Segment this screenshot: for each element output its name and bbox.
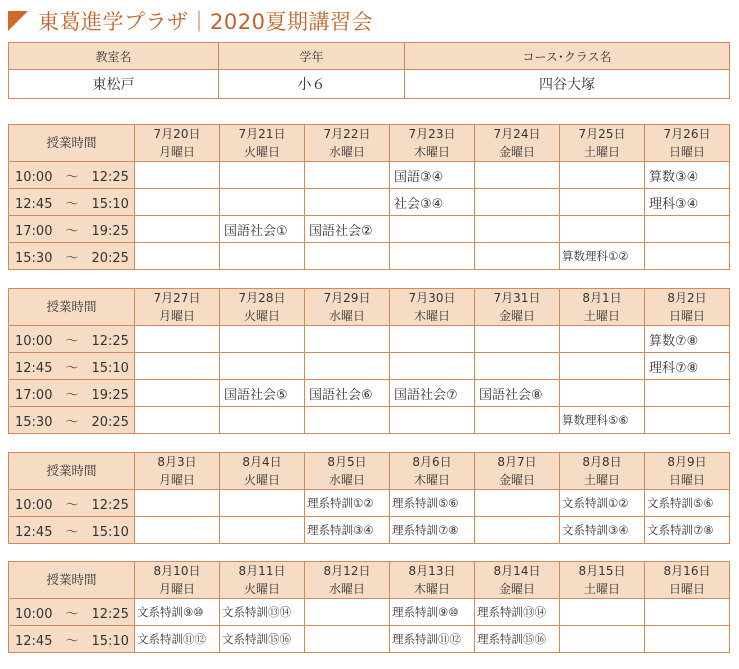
class-time-header: 授業時間 (9, 453, 135, 490)
class-time-header: 授業時間 (9, 562, 135, 599)
lesson-cell (390, 407, 475, 434)
day-date: 7月25日 (578, 127, 626, 141)
lesson-cell: 理系特訓⑬⑭ (475, 599, 560, 626)
day-header (135, 289, 220, 326)
lesson-cell (305, 162, 390, 189)
day-weekday: 金曜日 (498, 582, 535, 596)
day-date: 8月1日 (582, 291, 622, 305)
day-header (475, 289, 560, 326)
lesson-cell (135, 517, 220, 544)
lesson-cell (220, 407, 305, 434)
lesson-cell: 算数③④ (645, 162, 730, 189)
lesson-cell (645, 243, 730, 270)
schedule-row (9, 353, 730, 380)
grade-value: 小６ (219, 70, 405, 99)
grade-header: 学年 (219, 43, 405, 70)
day-weekday: 日曜日 (668, 582, 705, 596)
lesson-cell: 理系特訓⑪⑫ (390, 626, 475, 653)
day-date: 7月31日 (493, 291, 541, 305)
lesson-cell: 理科③④ (645, 189, 730, 216)
lesson-cell (475, 243, 560, 270)
day-weekday: 火曜日 (243, 145, 280, 159)
day-header (645, 453, 730, 490)
schedule-row (9, 626, 730, 653)
day-date: 8月7日 (497, 455, 537, 469)
lesson-cell: 理系特訓③④ (305, 517, 390, 544)
day-header (220, 453, 305, 490)
lesson-cell (135, 326, 220, 353)
lesson-cell: 算数⑦⑧ (645, 326, 730, 353)
day-weekday: 金曜日 (498, 473, 535, 487)
lesson-cell (305, 353, 390, 380)
day-weekday: 日曜日 (668, 309, 705, 323)
schedule-row (9, 517, 730, 544)
day-weekday: 日曜日 (668, 145, 705, 159)
lesson-cell: 理系特訓⑦⑧ (390, 517, 475, 544)
day-weekday: 金曜日 (498, 309, 535, 323)
day-date: 7月27日 (153, 291, 201, 305)
day-weekday: 日曜日 (668, 473, 705, 487)
day-date: 7月21日 (238, 127, 286, 141)
schedule-row (9, 189, 730, 216)
time-slot: 12:45 ～ 15:10 (9, 626, 135, 653)
lesson-cell: 文系特訓⑤⑥ (645, 490, 730, 517)
lesson-cell (475, 189, 560, 216)
time-slot: 12:45 ～ 15:10 (9, 517, 135, 544)
lesson-cell: 算数理科⑤⑥ (560, 407, 645, 434)
day-header (645, 289, 730, 326)
day-header (475, 562, 560, 599)
day-weekday: 月曜日 (158, 582, 195, 596)
time-slot: 10:00 ～ 12:25 (9, 162, 135, 189)
lesson-cell (220, 490, 305, 517)
lesson-cell (135, 407, 220, 434)
lesson-cell: 文系特訓⑦⑧ (645, 517, 730, 544)
triangle-marker-icon (8, 11, 28, 31)
day-date: 8月16日 (663, 564, 711, 578)
lesson-cell (645, 626, 730, 653)
day-header (560, 562, 645, 599)
lesson-cell (645, 216, 730, 243)
page-title: 東葛進学プラザ｜2020夏期講習会 (38, 10, 373, 34)
schedule-table-week-4 (8, 561, 730, 653)
classroom-value: 東松戸 (9, 70, 219, 99)
time-slot: 10:00 ～ 12:25 (9, 326, 135, 353)
time-slot: 12:45 ～ 15:10 (9, 353, 135, 380)
lesson-cell: 文系特訓③④ (560, 517, 645, 544)
lesson-cell (220, 326, 305, 353)
lesson-cell (305, 326, 390, 353)
lesson-cell (135, 243, 220, 270)
day-header (220, 125, 305, 162)
lesson-cell (475, 353, 560, 380)
day-date: 7月26日 (663, 127, 711, 141)
day-header (390, 562, 475, 599)
day-weekday: 火曜日 (243, 309, 280, 323)
lesson-cell: 国語社会② (305, 216, 390, 243)
day-weekday: 土曜日 (583, 582, 620, 596)
day-header (560, 453, 645, 490)
lesson-cell (220, 243, 305, 270)
day-date: 8月5日 (327, 455, 367, 469)
day-weekday: 火曜日 (243, 582, 280, 596)
lesson-cell: 文系特訓⑪⑫ (135, 626, 220, 653)
course-value: 四谷大塚 (405, 70, 730, 99)
day-weekday: 土曜日 (583, 473, 620, 487)
schedule-header-row (9, 453, 730, 490)
day-header (645, 125, 730, 162)
day-header (390, 453, 475, 490)
lesson-cell (390, 326, 475, 353)
lesson-cell: 文系特訓⑬⑭ (220, 599, 305, 626)
lesson-cell (560, 216, 645, 243)
lesson-cell (390, 216, 475, 243)
day-weekday: 土曜日 (583, 145, 620, 159)
day-header (220, 562, 305, 599)
day-date: 8月14日 (493, 564, 541, 578)
day-date: 7月29日 (323, 291, 371, 305)
day-date: 8月6日 (412, 455, 452, 469)
day-weekday: 月曜日 (158, 145, 195, 159)
schedule-row (9, 243, 730, 270)
lesson-cell: 社会③④ (390, 189, 475, 216)
lesson-cell (645, 380, 730, 407)
day-header (135, 453, 220, 490)
lesson-cell (475, 326, 560, 353)
lesson-cell (135, 189, 220, 216)
day-header (135, 562, 220, 599)
day-date: 8月4日 (242, 455, 282, 469)
schedule-row (9, 380, 730, 407)
schedule-row (9, 490, 730, 517)
day-weekday: 水曜日 (328, 145, 365, 159)
lesson-cell (305, 189, 390, 216)
lesson-cell (645, 599, 730, 626)
lesson-cell: 理系特訓⑮⑯ (475, 626, 560, 653)
day-header (645, 562, 730, 599)
lesson-cell: 国語社会⑤ (220, 380, 305, 407)
lesson-cell (475, 162, 560, 189)
schedule-header-row (9, 289, 730, 326)
time-slot: 12:45 ～ 15:10 (9, 189, 135, 216)
day-weekday: 土曜日 (583, 309, 620, 323)
time-slot: 17:00 ～ 19:25 (9, 216, 135, 243)
day-date: 8月2日 (667, 291, 707, 305)
lesson-cell (560, 353, 645, 380)
lesson-cell (560, 189, 645, 216)
lesson-cell (560, 380, 645, 407)
lesson-cell (220, 353, 305, 380)
day-header (390, 289, 475, 326)
schedule-row (9, 326, 730, 353)
day-date: 8月11日 (238, 564, 286, 578)
lesson-cell: 国語社会① (220, 216, 305, 243)
class-info-table (8, 42, 730, 99)
lesson-cell: 国語社会⑧ (475, 380, 560, 407)
class-info-header-row (9, 43, 730, 70)
day-weekday: 月曜日 (158, 309, 195, 323)
class-time-header: 授業時間 (9, 289, 135, 326)
lesson-cell (475, 216, 560, 243)
class-time-header: 授業時間 (9, 125, 135, 162)
lesson-cell (135, 490, 220, 517)
lesson-cell: 国語③④ (390, 162, 475, 189)
day-weekday: 水曜日 (328, 309, 365, 323)
lesson-cell: 文系特訓⑨⑩ (135, 599, 220, 626)
day-date: 7月23日 (408, 127, 456, 141)
time-slot: 10:00 ～ 12:25 (9, 490, 135, 517)
day-date: 8月10日 (153, 564, 201, 578)
lesson-cell: 国語社会⑥ (305, 380, 390, 407)
page-header (8, 6, 373, 36)
lesson-cell: 文系特訓①② (560, 490, 645, 517)
day-date: 7月28日 (238, 291, 286, 305)
day-header (305, 562, 390, 599)
schedule-table-week-2 (8, 288, 730, 434)
day-date: 8月9日 (667, 455, 707, 469)
class-info-value-row (9, 70, 730, 99)
time-slot: 17:00 ～ 19:25 (9, 380, 135, 407)
lesson-cell (560, 626, 645, 653)
day-date: 7月24日 (493, 127, 541, 141)
schedule-row (9, 407, 730, 434)
lesson-cell (220, 517, 305, 544)
lesson-cell (135, 380, 220, 407)
time-slot: 15:30 ～ 20:25 (9, 243, 135, 270)
day-date: 8月8日 (582, 455, 622, 469)
day-date: 7月30日 (408, 291, 456, 305)
day-header (305, 125, 390, 162)
schedule-row (9, 216, 730, 243)
lesson-cell: 国語社会⑦ (390, 380, 475, 407)
day-weekday: 水曜日 (328, 582, 365, 596)
time-slot: 10:00 ～ 12:25 (9, 599, 135, 626)
lesson-cell: 文系特訓⑮⑯ (220, 626, 305, 653)
day-weekday: 水曜日 (328, 473, 365, 487)
lesson-cell (220, 162, 305, 189)
lesson-cell (390, 243, 475, 270)
classroom-header: 教室名 (9, 43, 219, 70)
day-header (560, 125, 645, 162)
day-date: 8月15日 (578, 564, 626, 578)
day-header (220, 289, 305, 326)
lesson-cell (475, 517, 560, 544)
lesson-cell (305, 243, 390, 270)
day-date: 8月13日 (408, 564, 456, 578)
lesson-cell (560, 599, 645, 626)
lesson-cell: 理系特訓⑨⑩ (390, 599, 475, 626)
lesson-cell: 理系特訓①② (305, 490, 390, 517)
day-header (135, 125, 220, 162)
schedule-row (9, 162, 730, 189)
day-header (475, 453, 560, 490)
lesson-cell (390, 353, 475, 380)
lesson-cell (305, 626, 390, 653)
day-header (305, 453, 390, 490)
day-weekday: 木曜日 (413, 473, 450, 487)
day-header (475, 125, 560, 162)
time-slot: 15:30 ～ 20:25 (9, 407, 135, 434)
day-weekday: 火曜日 (243, 473, 280, 487)
course-header: コース･クラス名 (405, 43, 730, 70)
day-weekday: 月曜日 (158, 473, 195, 487)
lesson-cell (135, 162, 220, 189)
schedule-table-week-1 (8, 124, 730, 270)
day-weekday: 木曜日 (413, 145, 450, 159)
lesson-cell (560, 326, 645, 353)
day-header (305, 289, 390, 326)
lesson-cell (305, 407, 390, 434)
lesson-cell: 理系特訓⑤⑥ (390, 490, 475, 517)
lesson-cell (135, 216, 220, 243)
day-header (560, 289, 645, 326)
day-date: 8月3日 (157, 455, 197, 469)
lesson-cell (645, 407, 730, 434)
lesson-cell (220, 189, 305, 216)
schedule-header-row (9, 562, 730, 599)
lesson-cell (135, 353, 220, 380)
schedule-header-row (9, 125, 730, 162)
lesson-cell: 算数理科①② (560, 243, 645, 270)
day-weekday: 金曜日 (498, 145, 535, 159)
lesson-cell (560, 162, 645, 189)
day-weekday: 木曜日 (413, 309, 450, 323)
day-date: 7月22日 (323, 127, 371, 141)
schedule-table-week-3 (8, 452, 730, 544)
day-weekday: 木曜日 (413, 582, 450, 596)
lesson-cell (475, 407, 560, 434)
lesson-cell (305, 599, 390, 626)
day-header (390, 125, 475, 162)
lesson-cell (475, 490, 560, 517)
schedule-row (9, 599, 730, 626)
day-date: 8月12日 (323, 564, 371, 578)
day-date: 7月20日 (153, 127, 201, 141)
lesson-cell: 理科⑦⑧ (645, 353, 730, 380)
